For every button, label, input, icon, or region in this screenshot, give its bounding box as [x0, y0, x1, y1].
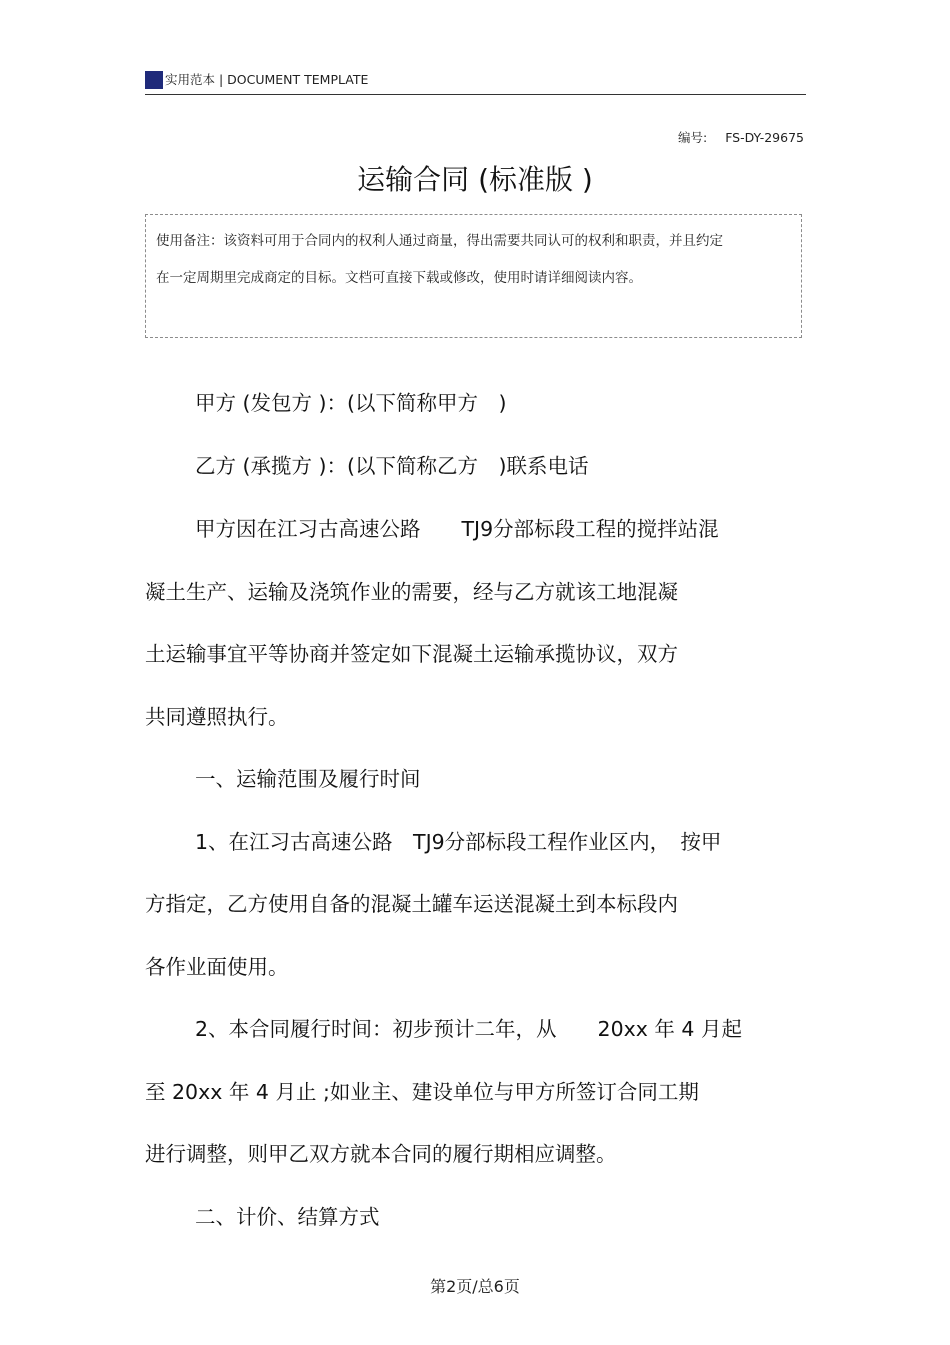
document-number-label: 编号:	[678, 130, 708, 145]
section-heading: 二、计价、结算方式	[195, 1205, 380, 1229]
body-line: 各作业面使用。	[145, 955, 289, 979]
section-heading: 一、运输范围及履行时间	[195, 767, 421, 791]
body-line: 方指定，乙方使用自备的混凝土罐车运送混凝土到本标段内	[145, 892, 678, 916]
usage-note-box	[145, 214, 802, 338]
page-footer: 第2页/总6页	[430, 1277, 520, 1296]
body-line: 甲方 (发包方 )：(以下简称甲方 )	[195, 391, 507, 415]
body-line: 进行调整，则甲乙双方就本合同的履行期相应调整。	[145, 1142, 617, 1166]
page-header	[145, 70, 806, 95]
header-text: 实用范本 | DOCUMENT TEMPLATE	[165, 72, 369, 87]
body-line: 2、本合同履行时间：初步预计二年，从 20xx 年 4 月起	[195, 1017, 742, 1041]
document-number	[678, 128, 804, 146]
usage-note-text: 使用备注：该资料可用于合同内的权利人通过商量，得出需要共同认可的权利和职责，并且约定在一定周期里完成商定的目标。文档可直接下载或修改，使用时请详细阅读内容。	[156, 233, 723, 286]
body-line: 凝土生产、运输及浇筑作业的需要，经与乙方就该工地混凝	[145, 580, 678, 604]
body-line: 乙方 (承揽方 )：(以下简称乙方 )联系电话	[195, 454, 589, 478]
body-line: 土运输事宜平等协商并签定如下混凝土运输承揽协议，双方	[145, 642, 678, 666]
header-logo-square	[145, 71, 163, 89]
page-title: 运输合同 (标准版 )	[357, 163, 593, 196]
body-line: 甲方因在江习古高速公路 TJ9分部标段工程的搅拌站混	[195, 517, 719, 541]
body-line: 1、在江习古高速公路 TJ9分部标段工程作业区内， 按甲	[195, 830, 722, 854]
document-number-value: FS-DY-29675	[725, 130, 804, 145]
body-line: 共同遵照执行。	[145, 705, 289, 729]
body-line: 至 20xx 年 4 月止 ;如业主、建设单位与甲方所签订合同工期	[145, 1080, 699, 1104]
